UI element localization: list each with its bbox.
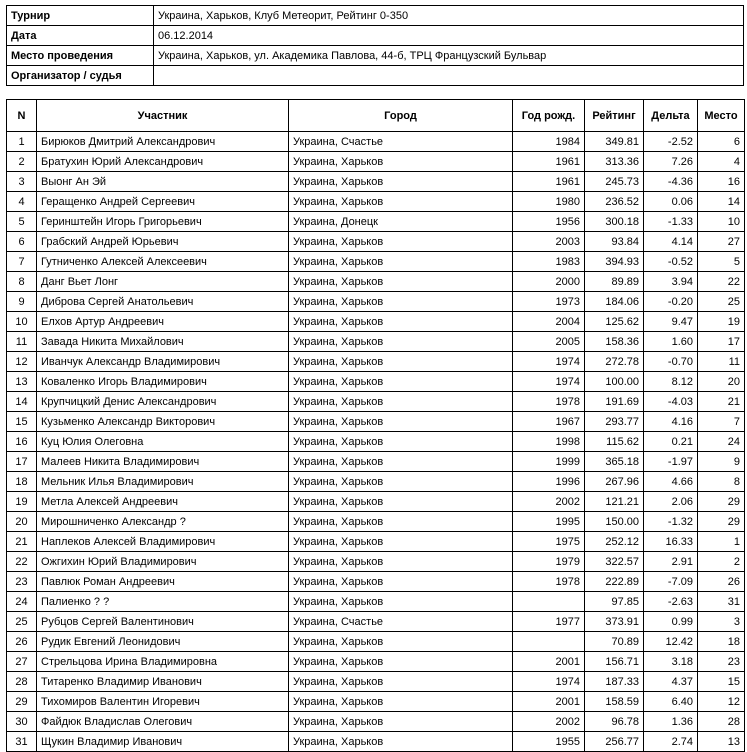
cell-participant: Палиенко ? ? [37,592,289,612]
cell-place: 26 [698,572,745,592]
cell-birth-year: 1977 [513,612,585,632]
cell-city: Украина, Харьков [289,472,513,492]
cell-rating: 125.62 [585,312,644,332]
cell-birth-year: 1973 [513,292,585,312]
cell-participant: Завада Никита Михайлович [37,332,289,352]
cell-rating: 322.57 [585,552,644,572]
cell-delta: -2.63 [644,592,698,612]
cell-city: Украина, Харьков [289,592,513,612]
cell-delta: 3.18 [644,652,698,672]
table-row [7,172,745,192]
cell-place: 25 [698,292,745,312]
cell-number: 31 [7,732,37,752]
cell-number: 11 [7,332,37,352]
table-row [7,512,745,532]
cell-rating: 349.81 [585,132,644,152]
cell-number: 27 [7,652,37,672]
cell-participant: Куц Юлия Олеговна [37,432,289,452]
table-row [7,552,745,572]
cell-birth-year: 2003 [513,232,585,252]
cell-birth-year: 1978 [513,572,585,592]
cell-place: 8 [698,472,745,492]
cell-delta: -4.36 [644,172,698,192]
cell-participant: Щукин Владимир Иванович [37,732,289,752]
cell-city: Украина, Харьков [289,672,513,692]
cell-delta: 4.66 [644,472,698,492]
cell-city: Украина, Харьков [289,332,513,352]
cell-rating: 394.93 [585,252,644,272]
cell-participant: Геращенко Андрей Сергеевич [37,192,289,212]
cell-delta: -0.52 [644,252,698,272]
cell-rating: 373.91 [585,612,644,632]
cell-delta: 6.40 [644,692,698,712]
cell-birth-year: 1961 [513,172,585,192]
info-row [7,6,744,26]
cell-rating: 150.00 [585,512,644,532]
table-row [7,652,745,672]
cell-city: Украина, Харьков [289,352,513,372]
cell-city: Украина, Счастье [289,612,513,632]
cell-city: Украина, Харьков [289,192,513,212]
cell-delta: 12.42 [644,632,698,652]
cell-delta: -0.70 [644,352,698,372]
table-row [7,192,745,212]
cell-participant: Стрельцова Ирина Владимировна [37,652,289,672]
cell-city: Украина, Харьков [289,632,513,652]
tournament-info-table [6,5,744,86]
cell-number: 25 [7,612,37,632]
cell-rating: 300.18 [585,212,644,232]
cell-delta: 4.37 [644,672,698,692]
cell-number: 21 [7,532,37,552]
cell-birth-year: 2002 [513,712,585,732]
cell-city: Украина, Харьков [289,572,513,592]
cell-number: 8 [7,272,37,292]
cell-birth-year: 1967 [513,412,585,432]
cell-delta: 1.60 [644,332,698,352]
cell-place: 3 [698,612,745,632]
cell-delta: 2.91 [644,552,698,572]
cell-number: 17 [7,452,37,472]
header-participant: Участник [37,100,289,132]
table-row [7,472,745,492]
cell-birth-year: 1996 [513,472,585,492]
cell-participant: Метла Алексей Андреевич [37,492,289,512]
cell-participant: Крупчицкий Денис Александрович [37,392,289,412]
cell-city: Украина, Харьков [289,172,513,192]
cell-city: Украина, Харьков [289,552,513,572]
cell-birth-year: 1975 [513,532,585,552]
cell-rating: 100.00 [585,372,644,392]
cell-place: 24 [698,432,745,452]
info-row [7,26,744,46]
header-delta: Дельта [644,100,698,132]
cell-birth-year: 1979 [513,552,585,572]
cell-rating: 365.18 [585,452,644,472]
cell-place: 2 [698,552,745,572]
results-body [7,132,745,752]
info-label: Организатор / судья [7,66,154,86]
cell-rating: 293.77 [585,412,644,432]
cell-number: 13 [7,372,37,392]
cell-participant: Файдюк Владислав Олегович [37,712,289,732]
cell-birth-year: 2001 [513,692,585,712]
cell-rating: 272.78 [585,352,644,372]
cell-number: 20 [7,512,37,532]
table-row [7,712,745,732]
table-row [7,232,745,252]
table-row [7,312,745,332]
cell-birth-year [513,632,585,652]
cell-place: 28 [698,712,745,732]
cell-city: Украина, Харьков [289,692,513,712]
table-row [7,272,745,292]
cell-rating: 267.96 [585,472,644,492]
cell-place: 22 [698,272,745,292]
cell-rating: 96.78 [585,712,644,732]
cell-participant: Мирошниченко Александр ? [37,512,289,532]
cell-participant: Титаренко Владимир Иванович [37,672,289,692]
cell-birth-year: 1961 [513,152,585,172]
cell-place: 13 [698,732,745,752]
cell-city: Украина, Харьков [289,652,513,672]
cell-place: 11 [698,352,745,372]
cell-birth-year: 1974 [513,672,585,692]
cell-place: 1 [698,532,745,552]
cell-rating: 191.69 [585,392,644,412]
table-row [7,672,745,692]
cell-rating: 256.77 [585,732,644,752]
cell-delta: -1.32 [644,512,698,532]
table-row [7,572,745,592]
cell-place: 17 [698,332,745,352]
cell-rating: 121.21 [585,492,644,512]
cell-place: 7 [698,412,745,432]
cell-delta: -7.09 [644,572,698,592]
cell-city: Украина, Харьков [289,372,513,392]
cell-place: 10 [698,212,745,232]
cell-delta: -4.03 [644,392,698,412]
cell-number: 30 [7,712,37,732]
cell-participant: Грабский Андрей Юрьевич [37,232,289,252]
cell-participant: Елхов Артур Андреевич [37,312,289,332]
cell-number: 29 [7,692,37,712]
results-table [6,99,745,752]
table-row [7,432,745,452]
cell-delta: 9.47 [644,312,698,332]
table-row [7,732,745,752]
cell-delta: 0.06 [644,192,698,212]
info-row [7,66,744,86]
info-value [154,66,744,86]
cell-delta: 3.94 [644,272,698,292]
cell-participant: Коваленко Игорь Владимирович [37,372,289,392]
table-row [7,212,745,232]
cell-city: Украина, Харьков [289,432,513,452]
cell-birth-year: 2000 [513,272,585,292]
cell-rating: 70.89 [585,632,644,652]
cell-number: 16 [7,432,37,452]
cell-number: 6 [7,232,37,252]
cell-participant: Малеев Никита Владимирович [37,452,289,472]
results-header [7,100,745,132]
cell-number: 7 [7,252,37,272]
info-value: Украина, Харьков, Клуб Метеорит, Рейтинг 0-350 [154,6,744,26]
cell-birth-year [513,592,585,612]
cell-city: Украина, Харьков [289,152,513,172]
cell-number: 2 [7,152,37,172]
cell-place: 31 [698,592,745,612]
cell-delta: 2.74 [644,732,698,752]
cell-number: 1 [7,132,37,152]
cell-city: Украина, Харьков [289,312,513,332]
info-label: Место проведения [7,46,154,66]
cell-participant: Бирюков Дмитрий Александрович [37,132,289,152]
cell-birth-year: 2005 [513,332,585,352]
cell-place: 5 [698,252,745,272]
cell-participant: Кузьменко Александр Викторович [37,412,289,432]
cell-delta: -1.33 [644,212,698,232]
info-value: Украина, Харьков, ул. Академика Павлова, 44-б, ТРЦ Французский Бульвар [154,46,744,66]
cell-number: 26 [7,632,37,652]
table-row [7,252,745,272]
header-row [7,100,745,132]
cell-city: Украина, Харьков [289,292,513,312]
cell-birth-year: 1984 [513,132,585,152]
cell-city: Украина, Харьков [289,532,513,552]
cell-city: Украина, Харьков [289,712,513,732]
cell-participant: Гутниченко Алексей Алексеевич [37,252,289,272]
cell-number: 19 [7,492,37,512]
cell-birth-year: 2004 [513,312,585,332]
table-row [7,132,745,152]
cell-place: 23 [698,652,745,672]
info-value: 06.12.2014 [154,26,744,46]
cell-rating: 222.89 [585,572,644,592]
cell-delta: 4.16 [644,412,698,432]
cell-place: 4 [698,152,745,172]
cell-rating: 187.33 [585,672,644,692]
cell-place: 19 [698,312,745,332]
cell-city: Украина, Харьков [289,392,513,412]
table-row [7,372,745,392]
cell-birth-year: 1983 [513,252,585,272]
table-row [7,152,745,172]
info-label: Турнир [7,6,154,26]
header-birth-year: Год рожд. [513,100,585,132]
table-row [7,492,745,512]
cell-number: 12 [7,352,37,372]
cell-birth-year: 1978 [513,392,585,412]
cell-rating: 184.06 [585,292,644,312]
cell-place: 18 [698,632,745,652]
cell-place: 12 [698,692,745,712]
cell-birth-year: 1955 [513,732,585,752]
cell-city: Украина, Харьков [289,512,513,532]
cell-participant: Геринштейн Игорь Григорьевич [37,212,289,232]
table-row [7,692,745,712]
table-row [7,632,745,652]
cell-place: 29 [698,512,745,532]
cell-birth-year: 1999 [513,452,585,472]
cell-rating: 313.36 [585,152,644,172]
cell-participant: Рудик Евгений Леонидович [37,632,289,652]
cell-number: 23 [7,572,37,592]
table-row [7,612,745,632]
cell-participant: Рубцов Сергей Валентинович [37,612,289,632]
cell-place: 27 [698,232,745,252]
cell-participant: Диброва Сергей Анатольевич [37,292,289,312]
table-row [7,532,745,552]
cell-participant: Данг Вьет Лонг [37,272,289,292]
tournament-info-body [7,6,744,86]
cell-rating: 245.73 [585,172,644,192]
cell-rating: 115.62 [585,432,644,452]
cell-city: Украина, Харьков [289,232,513,252]
cell-delta: 1.36 [644,712,698,732]
cell-birth-year: 1980 [513,192,585,212]
cell-delta: 7.26 [644,152,698,172]
cell-participant: Иванчук Александр Владимирович [37,352,289,372]
header-number: N [7,100,37,132]
cell-delta: 0.21 [644,432,698,452]
cell-number: 3 [7,172,37,192]
cell-number: 9 [7,292,37,312]
cell-delta: 4.14 [644,232,698,252]
cell-participant: Павлюк Роман Андреевич [37,572,289,592]
table-row [7,392,745,412]
cell-city: Украина, Счастье [289,132,513,152]
cell-city: Украина, Харьков [289,732,513,752]
cell-number: 14 [7,392,37,412]
info-label: Дата [7,26,154,46]
cell-number: 24 [7,592,37,612]
cell-place: 16 [698,172,745,192]
cell-participant: Наплеков Алексей Владимирович [37,532,289,552]
cell-delta: 0.99 [644,612,698,632]
cell-place: 9 [698,452,745,472]
cell-place: 29 [698,492,745,512]
cell-city: Украина, Донецк [289,212,513,232]
cell-number: 4 [7,192,37,212]
cell-rating: 156.71 [585,652,644,672]
cell-number: 28 [7,672,37,692]
cell-rating: 252.12 [585,532,644,552]
cell-place: 15 [698,672,745,692]
cell-place: 21 [698,392,745,412]
cell-rating: 97.85 [585,592,644,612]
cell-city: Украина, Харьков [289,452,513,472]
cell-participant: Выонг Ан Эй [37,172,289,192]
cell-delta: -2.52 [644,132,698,152]
cell-city: Украина, Харьков [289,272,513,292]
table-row [7,332,745,352]
cell-rating: 158.36 [585,332,644,352]
cell-birth-year: 1998 [513,432,585,452]
header-rating: Рейтинг [585,100,644,132]
cell-rating: 236.52 [585,192,644,212]
table-row [7,592,745,612]
cell-delta: 8.12 [644,372,698,392]
cell-birth-year: 1974 [513,352,585,372]
cell-number: 22 [7,552,37,572]
cell-city: Украина, Харьков [289,492,513,512]
cell-participant: Тихомиров Валентин Игоревич [37,692,289,712]
table-row [7,452,745,472]
cell-number: 18 [7,472,37,492]
table-row [7,352,745,372]
cell-birth-year: 1974 [513,372,585,392]
cell-delta: 16.33 [644,532,698,552]
cell-rating: 158.59 [585,692,644,712]
table-row [7,412,745,432]
cell-birth-year: 1995 [513,512,585,532]
cell-city: Украина, Харьков [289,252,513,272]
cell-birth-year: 2001 [513,652,585,672]
info-row [7,46,744,66]
cell-participant: Ожгихин Юрий Владимирович [37,552,289,572]
cell-place: 20 [698,372,745,392]
cell-participant: Мельник Илья Владимирович [37,472,289,492]
cell-place: 6 [698,132,745,152]
cell-birth-year: 1956 [513,212,585,232]
cell-number: 15 [7,412,37,432]
cell-delta: -0.20 [644,292,698,312]
table-row [7,292,745,312]
cell-participant: Братухин Юрий Александрович [37,152,289,172]
cell-delta: 2.06 [644,492,698,512]
cell-rating: 89.89 [585,272,644,292]
header-city: Город [289,100,513,132]
cell-place: 14 [698,192,745,212]
cell-number: 10 [7,312,37,332]
header-place: Место [698,100,745,132]
cell-city: Украина, Харьков [289,412,513,432]
cell-birth-year: 2002 [513,492,585,512]
cell-delta: -1.97 [644,452,698,472]
cell-rating: 93.84 [585,232,644,252]
cell-number: 5 [7,212,37,232]
